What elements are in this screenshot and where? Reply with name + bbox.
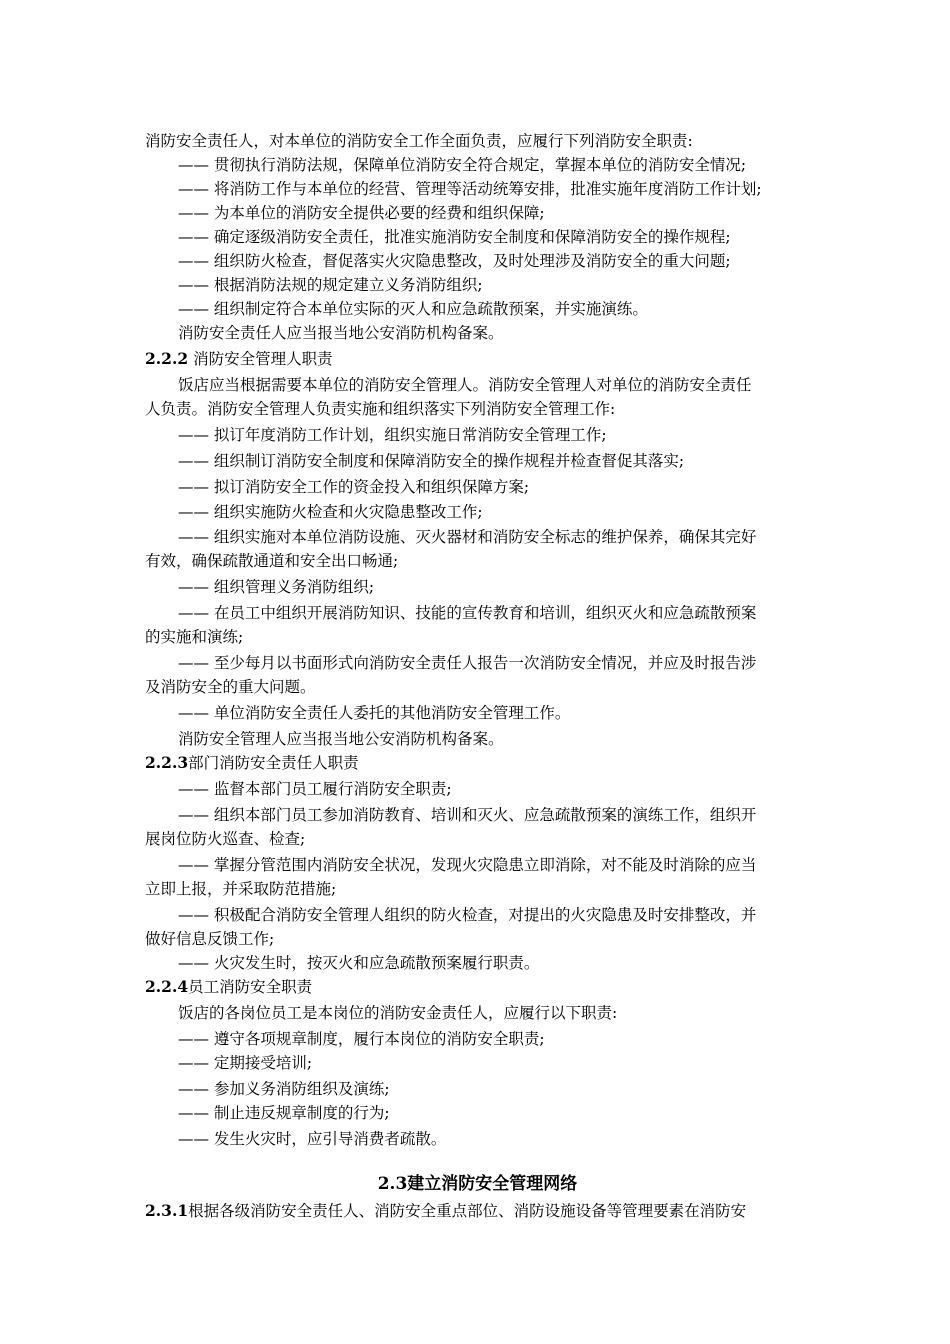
paragraph: 消防安全责任人应当报当地公安消防机构备案。 bbox=[178, 324, 504, 342]
chapter-heading: 2.3建立消防安全管理网络 bbox=[377, 1174, 578, 1194]
list-item-continuation: 展岗位防火巡查、检查; bbox=[145, 830, 306, 848]
paragraph: 消防安全责任人，对本单位的消防安全工作全面负责，应履行下列消防安全职责: bbox=[145, 132, 693, 150]
list-item: —— 单位消防安全责任人委托的其他消防安全管理工作。 bbox=[178, 704, 571, 722]
list-item: —— 组织制定符合本单位实际的灭人和应急疏散预案，并实施演练。 bbox=[178, 300, 648, 318]
section-heading bbox=[145, 753, 810, 775]
paragraph: 人负责。消防安全管理人负责实施和组织落实下列消防安全管理工作: bbox=[145, 400, 616, 418]
list-item: —— 贯彻执行消防法规，保障单位消防安全符合规定，掌握本单位的消防安全情况; bbox=[178, 156, 747, 174]
section-number: 2.3.1 bbox=[145, 1201, 189, 1220]
section-number: 2.2.3 bbox=[145, 753, 189, 772]
list-item: —— 组织制订消防安全制度和保障消防安全的操作规程并检查督促其落实; bbox=[178, 452, 685, 470]
list-item: —— 定期接受培训; bbox=[178, 1054, 313, 1072]
section-title: 部门消防安全责任人职责 bbox=[188, 754, 359, 772]
section-title: 员工消防安全职责 bbox=[188, 978, 313, 996]
list-item: —— 拟订年度消防工作计划，组织实施日常消防安全管理工作; bbox=[178, 426, 607, 444]
list-item: —— 为本单位的消防安全提供必要的经费和组织保障; bbox=[178, 204, 545, 222]
paragraph: 消防安全管理人应当报当地公安消防机构备案。 bbox=[178, 730, 504, 748]
list-item: —— 制止违反规章制度的行为; bbox=[178, 1104, 390, 1122]
list-item: —— 组织管理义务消防组织; bbox=[178, 578, 375, 596]
list-item: —— 确定逐级消防安全责任，批准实施消防安全制度和保障消防安全的操作规程; bbox=[178, 228, 731, 246]
list-item: —— 将消防工作与本单位的经营、管理等活动统筹安排，批准实施年度消防工作计划; bbox=[178, 180, 762, 198]
section-title: 消防安全管理人职责 bbox=[188, 350, 333, 368]
list-item: —— 参加义务消防组织及演练; bbox=[178, 1080, 390, 1098]
list-item-continuation: 的实施和演练; bbox=[145, 628, 244, 646]
section-number: 2.2.2 bbox=[145, 349, 189, 368]
paragraph-text: 根据各级消防安全责任人、消防安全重点部位、消防设施设备等管理要素在消防安 bbox=[188, 1202, 747, 1220]
list-item: —— 监督本部门员工履行消防安全职责; bbox=[178, 780, 452, 798]
list-item-continuation: 及消防安全的重大问题。 bbox=[145, 678, 316, 696]
list-item: —— 掌握分管范围内消防安全状况，发现火灾隐患立即消除，对不能及时消除的应当 bbox=[178, 856, 757, 874]
section-heading bbox=[145, 977, 810, 999]
list-item: —— 至少每月以书面形式向消防安全责任人报告一次消防安全情况，并应及时报告涉 bbox=[178, 654, 757, 672]
paragraph: 饭店的各岗位员工是本岗位的消防安金责任人，应履行以下职责: bbox=[178, 1004, 618, 1022]
list-item: —— 组织本部门员工参加消防教育、培训和灭火、应急疏散预案的演练工作，组织开 bbox=[178, 806, 757, 824]
section-heading bbox=[145, 349, 810, 371]
list-item: —— 积极配合消防安全管理人组织的防火检查，对提出的火灾隐患及时安排整改，并 bbox=[178, 906, 757, 924]
list-item: —— 发生火灾时，应引导消费者疏散。 bbox=[178, 1130, 447, 1148]
paragraph: 饭店应当根据需要本单位的消防安全管理人。消防安全管理人对单位的消防安全责任 bbox=[178, 376, 752, 394]
list-item-continuation: 立即上报，并采取防范措施; bbox=[145, 880, 337, 898]
section-number: 2.2.4 bbox=[145, 977, 189, 996]
list-item: —— 遵守各项规章制度，履行本岗位的消防安全职责; bbox=[178, 1030, 545, 1048]
list-item: —— 根据消防法规的规定建立义务消防组织; bbox=[178, 276, 483, 294]
list-item-continuation: 做好信息反馈工作; bbox=[145, 930, 275, 948]
paragraph bbox=[145, 1201, 810, 1223]
list-item: —— 组织实施防火检查和火灾隐患整改工作; bbox=[178, 503, 483, 521]
list-item: —— 火灾发生时，按灭火和应急疏散预案履行职责。 bbox=[178, 954, 540, 972]
list-item: —— 组织实施对本单位消防设施、灭火器材和消防安全标志的维护保养，确保其完好 bbox=[178, 528, 757, 546]
list-item: —— 拟订消防安全工作的资金投入和组织保障方案; bbox=[178, 478, 530, 496]
list-item: —— 在员工中组织开展消防知识、技能的宣传教育和培训，组织灭火和应急疏散预案 bbox=[178, 604, 757, 622]
list-item: —— 组织防火检查，督促落实火灾隐患整改，及时处理涉及消防安全的重大问题; bbox=[178, 252, 731, 270]
list-item-continuation: 有效，确保疏散通道和安全出口畅通; bbox=[145, 552, 399, 570]
